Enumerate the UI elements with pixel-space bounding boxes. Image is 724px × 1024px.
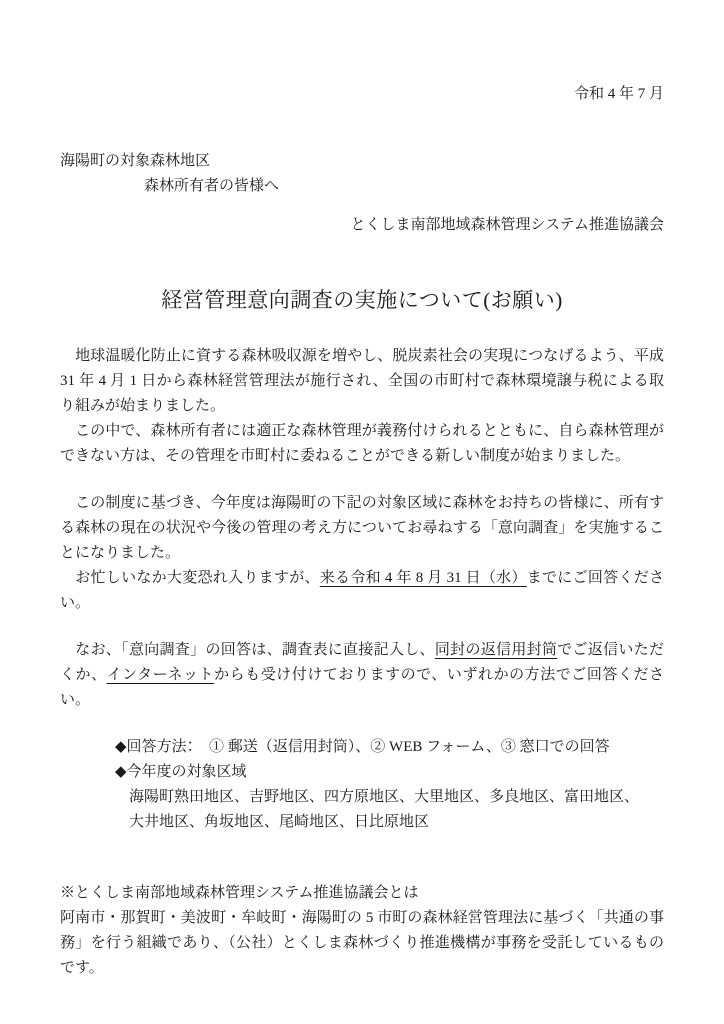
reply-post-text: からも受け付けておりますので、いずれかの方法でご回答ください。 xyxy=(60,667,664,708)
reply-envelope-underline: 同封の返信用封筒 xyxy=(434,642,558,658)
bullet-reply-methods: ◆回答方法： ① 郵送（返信用封筒）、② WEB フォーム、③ 窓口での回答 xyxy=(115,739,610,755)
paragraph-gap xyxy=(60,469,664,491)
deadline-pre-text: お忙しいなか大変恐れ入りますが、 xyxy=(60,570,320,586)
reply-pre-text: なお、「意向調査」の回答は、調査表に直接記入し、 xyxy=(60,642,435,658)
reply-internet-underline: インターネット xyxy=(106,667,215,683)
sender-name: とくしま南部地域森林管理システム推進協議会 xyxy=(350,217,664,233)
addressee-block xyxy=(60,149,664,199)
deadline-post-text: までにご回答ください。 xyxy=(60,570,664,611)
addressee-line-1: 海陽町の対象森林地区 xyxy=(60,153,211,169)
footnote-block xyxy=(60,881,664,981)
paragraph-reply-methods xyxy=(60,638,664,713)
deadline-underlined-date: 来る令和 4 年 8 月 31 日（水） xyxy=(319,570,527,586)
target-areas-line-2: 大井地区、角坂地区、尾崎地区、日比原地区 xyxy=(129,814,430,830)
footnote-body: 阿南市・那賀町・美波町・牟岐町・海陽町の 5 市町の森林経営管理法に基づく「共通の事務」を行う組織であり、（公社）とくしま森林づくり推進機構が事務を受託しているものです。 xyxy=(60,910,664,976)
document-date: 令和 4 年 7 月 xyxy=(573,86,664,102)
bullet-target-areas-heading: ◆今年度の対象区域 xyxy=(115,764,247,780)
document-title: 経営管理意向調査の実施について(お願い) xyxy=(161,288,563,312)
target-areas-line-1: 海陽町熟田地区、吉野地区、四方原地区、大里地区、多良地区、富田地区、 xyxy=(129,789,640,805)
paragraph-survey: この制度に基づき、今年度は海陽町の下記の対象区域に森林をお持ちの皆様に、所有する森林の現在の状況や今後の管理の考え方についてお尋ねする「意向調査」を実施することになりました。 xyxy=(60,495,664,561)
paragraph-intro: 地球温暖化防止に資する森林吸収源を増やし、脱炭素社会の実現につなげるよう、平成 31 年 4 月 1 日から森林経営管理法が施行され、全国の市町村で森林環境譲与税による取り組みが始まりました。 xyxy=(60,348,664,414)
footnote-heading: ※とくしま南部地域森林管理システム推進協議会とは xyxy=(60,885,419,901)
paragraph-system: この中で、森林所有者には適正な森林管理が義務付けられるとともに、自ら森林管理ができない方は、その管理を市町村に委ねることができる新しい制度が始まりました。 xyxy=(60,423,664,464)
bullet-list xyxy=(60,735,664,835)
addressee-line-2: 森林所有者の皆様へ xyxy=(144,178,280,194)
paragraph-deadline xyxy=(60,566,664,616)
reply-mid-text: でご返信いただくか、 xyxy=(60,642,664,683)
paragraph-gap xyxy=(60,616,664,638)
body-text xyxy=(60,344,664,713)
